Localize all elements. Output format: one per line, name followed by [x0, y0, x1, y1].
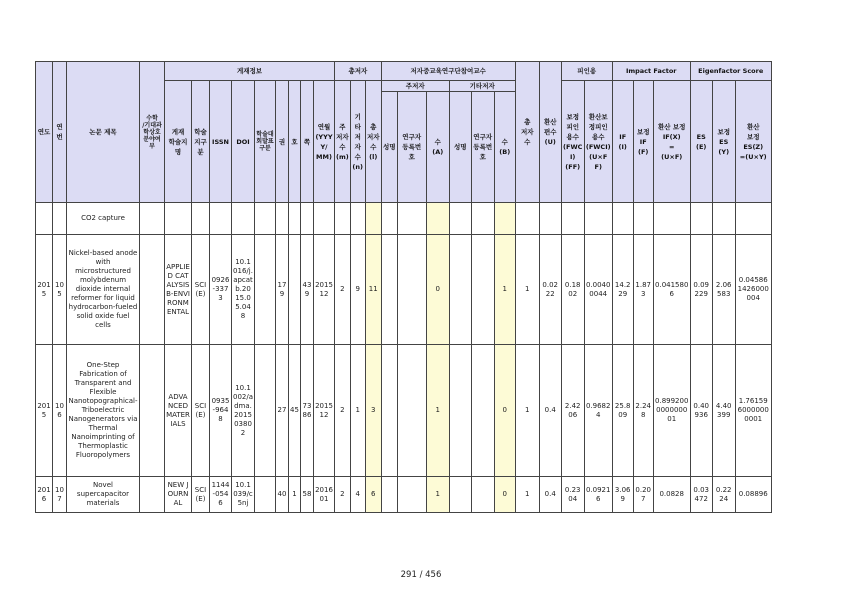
table-row: [36, 477, 772, 513]
header-journal: 게재 학술지 명: [165, 81, 192, 203]
cell-compliance: [140, 235, 165, 345]
cell-volume: 179: [276, 235, 289, 345]
header-if: IF (I): [612, 81, 633, 203]
cell-uff: 0.96824: [584, 345, 612, 477]
cell-m: [335, 203, 351, 235]
cell-volume: 40: [276, 477, 289, 513]
publication-table: [35, 61, 772, 513]
header-if-adj: 보정 IF (F): [633, 81, 653, 203]
header-es-adj: 보정 ES (Y): [712, 81, 735, 203]
cell-m: 2: [335, 477, 351, 513]
cell-title: CO2 capture: [67, 203, 140, 235]
header-total-count: 총 저자 수 (l): [365, 81, 381, 203]
header-main-count: 주 저자 수 (m): [335, 81, 351, 203]
cell-title: One‐Step Fabrication of Transparent and Flexible Nanotopographical‐Triboelectric Nanogenerators via Thermal Nanoimprinting of Thermoplastic Fluoropolymers: [67, 345, 140, 477]
cell-seq: 105: [53, 235, 67, 345]
cell-title: Novel supercapacitor materials: [67, 477, 140, 513]
cell-compliance: [140, 477, 165, 513]
cell-y: 2.06583: [712, 235, 735, 345]
cell-seq: 106: [53, 345, 67, 477]
header-eigenfactor: Eigenfactor Score: [690, 62, 771, 81]
cell-category: SCI(E): [192, 477, 210, 513]
cell-year-month: 201512: [314, 345, 335, 477]
cell-doi: 10.1039/c5nj: [232, 477, 255, 513]
cell-volume: [276, 203, 289, 235]
header-issn: ISSN: [210, 81, 232, 203]
cell-u: [539, 203, 561, 235]
cell-name-a: [381, 477, 397, 513]
cell-doi: 10.1002/adma.201503802: [232, 345, 255, 477]
cell-participants: 1: [515, 235, 539, 345]
cell-issn: 1144-0546: [210, 477, 232, 513]
header-es: ES (E): [690, 81, 712, 203]
cell-y: [712, 203, 735, 235]
cell-n: [350, 203, 365, 235]
cell-e: 0.03472: [690, 477, 712, 513]
header-participants: 총 저자 수: [515, 62, 539, 203]
cell-z: [735, 203, 771, 235]
cell-uff: [584, 203, 612, 235]
header-conv-score: 환산 편수 (U): [539, 62, 561, 203]
header-name-b: 성명: [449, 92, 471, 203]
header-authors-total: 총저자: [335, 62, 382, 81]
cell-participants: 1: [515, 477, 539, 513]
cell-ff: 0.2304: [561, 477, 584, 513]
cell-page: 58: [301, 477, 314, 513]
cell-reg-a: [397, 477, 426, 513]
header-name-a: 성명: [381, 92, 397, 203]
cell-year-month: 201512: [314, 235, 335, 345]
cell-b: [494, 203, 515, 235]
cell-y: 4.40399: [712, 345, 735, 477]
cell-title: Nickel-based anode with microstructured molybdenum dioxide internal reformer for liquid hydrocarbon-fueled solid oxide fuel cells: [67, 235, 140, 345]
cell-f: [633, 203, 653, 235]
cell-doi: [232, 203, 255, 235]
header-issue: 호: [289, 81, 301, 203]
table-row: [36, 235, 772, 345]
cell-name-b: [449, 345, 471, 477]
header-conv-es: 환산 보정 ES(Z) =(U×Y): [735, 81, 771, 203]
header-category: 학술 지구 분: [192, 81, 210, 203]
cell-reg-b: [471, 477, 494, 513]
cell-journal-class: [255, 345, 276, 477]
cell-page: 7386: [301, 345, 314, 477]
cell-b: 0: [494, 477, 515, 513]
cell-z: 0.045861426000004: [735, 235, 771, 345]
header-impact-factor: Impact Factor: [612, 62, 690, 81]
cell-uff: 0.00400044: [584, 235, 612, 345]
cell-journal-class: [255, 235, 276, 345]
cell-l: [365, 203, 381, 235]
cell-category: SCI(E): [192, 345, 210, 477]
cell-z: 1.7615960000000001: [735, 345, 771, 477]
cell-x: [653, 203, 690, 235]
header-journal-class: 학술대 회발표 구분: [255, 81, 276, 203]
cell-year: 2016: [36, 477, 53, 513]
cell-e: 0.09229: [690, 235, 712, 345]
cell-year: 2015: [36, 235, 53, 345]
cell-i: 25.809: [612, 345, 633, 477]
header-reg-a: 연구자 등록번 호: [397, 92, 426, 203]
cell-journal-class: [255, 203, 276, 235]
cell-reg-a: [397, 203, 426, 235]
cell-reg-a: [397, 345, 426, 477]
cell-m: 2: [335, 235, 351, 345]
cell-m: 2: [335, 345, 351, 477]
cell-reg-b: [471, 235, 494, 345]
header-compliance: 수학 /기대과 학상호 분야여 부: [140, 62, 165, 203]
cell-category: SCI(E): [192, 235, 210, 345]
cell-journal: NEW JOURNAL: [165, 477, 192, 513]
cell-category: [192, 203, 210, 235]
cell-year: [36, 203, 53, 235]
cell-b: 0: [494, 345, 515, 477]
cell-x: 0.0415806: [653, 235, 690, 345]
cell-name-a: [381, 235, 397, 345]
header-volume: 권: [276, 81, 289, 203]
cell-e: [690, 203, 712, 235]
cell-i: 14.229: [612, 235, 633, 345]
cell-reg-a: [397, 235, 426, 345]
cell-seq: [53, 203, 67, 235]
header-other-count: 기타 저자 수 (n): [350, 81, 365, 203]
cell-reg-b: [471, 203, 494, 235]
cell-issue: 45: [289, 345, 301, 477]
cell-volume: 27: [276, 345, 289, 477]
header-title: 논문 제목: [67, 62, 140, 203]
table-row: [36, 345, 772, 477]
cell-compliance: [140, 203, 165, 235]
header-conv-if: 환산 보정 IF(X) = (U×F): [653, 81, 690, 203]
cell-compliance: [140, 345, 165, 477]
page-number: 291 / 456: [400, 570, 442, 580]
cell-b: 1: [494, 235, 515, 345]
cell-n: 1: [350, 345, 365, 477]
header-year-month: 연월 (YYYY/ MM): [314, 81, 335, 203]
header-year: 연도: [36, 62, 53, 203]
cell-f: 0.207: [633, 477, 653, 513]
table-row: [36, 203, 772, 235]
cell-issn: 0926-3373: [210, 235, 232, 345]
cell-participants: 1: [515, 345, 539, 477]
header-num-a: 수 (A): [426, 92, 449, 203]
cell-reg-b: [471, 345, 494, 477]
header-page: 쪽: [301, 81, 314, 203]
cell-u: 0.4: [539, 477, 561, 513]
cell-issn: 0935-9648: [210, 345, 232, 477]
cell-a: [426, 203, 449, 235]
cell-ff: [561, 203, 584, 235]
cell-z: 0.08896: [735, 477, 771, 513]
cell-f: 1.873: [633, 235, 653, 345]
cell-name-b: [449, 203, 471, 235]
header-doi: DOI: [232, 81, 255, 203]
cell-doi: 10.1016/j.apcatb.2015.05.048: [232, 235, 255, 345]
cell-l: 6: [365, 477, 381, 513]
cell-journal: [165, 203, 192, 235]
cell-seq: 107: [53, 477, 67, 513]
cell-journal: APPLIED CATALYSIS B-ENVIRONMENTAL: [165, 235, 192, 345]
cell-page: 439: [301, 235, 314, 345]
cell-issn: [210, 203, 232, 235]
header-faculty-group: 저자중교육연구단참여교수: [381, 62, 515, 81]
cell-e: 0.40936: [690, 345, 712, 477]
cell-a: 0: [426, 235, 449, 345]
cell-i: [612, 203, 633, 235]
cell-i: 3.069: [612, 477, 633, 513]
header-conv-fwci: 환산보 정피인 용수 (FWCI) (U×FF): [584, 81, 612, 203]
header-citation: 피인용: [561, 62, 612, 81]
cell-f: 2.248: [633, 345, 653, 477]
cell-name-b: [449, 477, 471, 513]
cell-journal-class: [255, 477, 276, 513]
cell-ff: 0.1802: [561, 235, 584, 345]
cell-u: 0.4: [539, 345, 561, 477]
header-pub-info: 게재정보: [165, 62, 335, 81]
cell-issue: [289, 235, 301, 345]
cell-name-a: [381, 203, 397, 235]
header-reg-b: 연구자 등록번 호: [471, 92, 494, 203]
cell-uff: 0.09216: [584, 477, 612, 513]
cell-issue: 1: [289, 477, 301, 513]
cell-l: 3: [365, 345, 381, 477]
cell-y: 0.2224: [712, 477, 735, 513]
cell-n: 4: [350, 477, 365, 513]
header-fwci: 보정 피인 용수 (FWC I) (FF): [561, 81, 584, 203]
cell-year-month: 201601: [314, 477, 335, 513]
cell-year-month: [314, 203, 335, 235]
header-main-author: 주저자: [381, 81, 449, 92]
cell-a: 1: [426, 477, 449, 513]
cell-issue: [289, 203, 301, 235]
header-other-author: 기타저자: [449, 81, 515, 92]
cell-n: 9: [350, 235, 365, 345]
cell-ff: 2.4206: [561, 345, 584, 477]
cell-name-b: [449, 235, 471, 345]
cell-page: [301, 203, 314, 235]
cell-u: 0.0222: [539, 235, 561, 345]
cell-year: 2015: [36, 345, 53, 477]
cell-x: 0.899200000000001: [653, 345, 690, 477]
cell-x: 0.0828: [653, 477, 690, 513]
cell-l: 11: [365, 235, 381, 345]
cell-journal: ADVANCED MATERIALS: [165, 345, 192, 477]
header-seq: 연번: [53, 62, 67, 203]
cell-a: 1: [426, 345, 449, 477]
cell-participants: [515, 203, 539, 235]
cell-name-a: [381, 345, 397, 477]
header-num-b: 수 (B): [494, 92, 515, 203]
